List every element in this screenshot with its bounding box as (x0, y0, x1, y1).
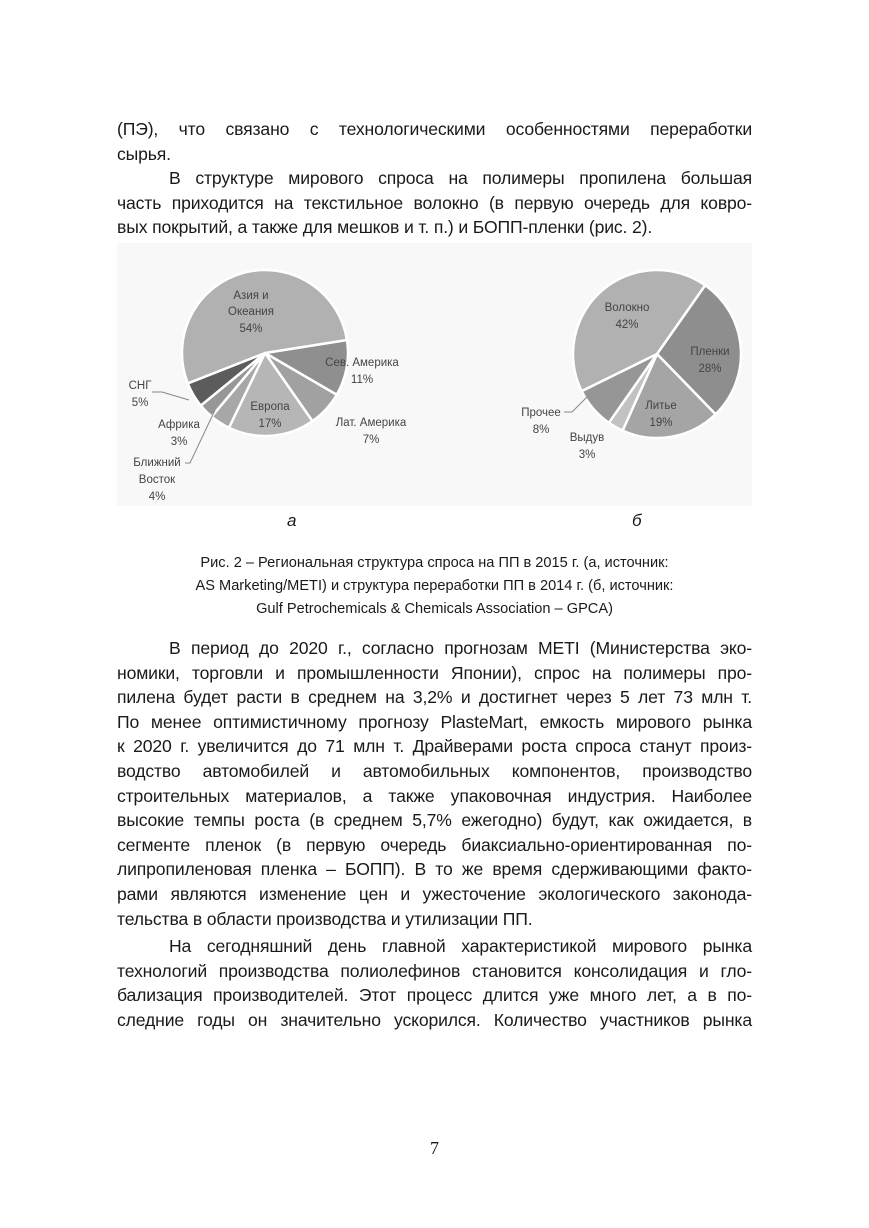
paragraph-1 (117, 117, 752, 166)
text-line: номики, торговли и промышленности Японии), спрос на полимеры про- (117, 662, 752, 683)
text-line: высокие темпы роста (в среднем 5,7% ежегодно) будут, как ожидается, в (117, 810, 752, 831)
text-line: липропиленовая пленка – БОПП). В то же время сдерживающими факто- (117, 859, 752, 880)
pie-data-label: 54% (239, 323, 263, 335)
text-line: пилена будет расти в среднем на 3,2% и достигнет через 5 лет 73 млн т. (117, 687, 752, 708)
paragraph-2 (117, 166, 752, 240)
pie-data-label: 3% (170, 436, 188, 448)
pie-data-label: Прочее (521, 407, 561, 419)
text-line: сырья. (117, 143, 171, 164)
text-line: тельства в области производства и утилизации ПП. (117, 908, 533, 929)
pie-data-label: 42% (615, 319, 639, 331)
text-line: В период до 2020 г., согласно прогнозам METI (Министерства эко- (169, 638, 752, 658)
pie-data-label: 28% (698, 363, 722, 375)
text-line: следние годы он значительно ускорился. Количество участников рынка (117, 1009, 752, 1030)
text-line: (ПЭ), что связано с технологическими особенностями переработки (117, 119, 752, 139)
pie-data-label: Лат. Америка (335, 417, 407, 429)
paragraph-4 (117, 934, 752, 1032)
figure-caption (117, 552, 752, 621)
pie-data-label: 7% (362, 434, 380, 446)
text-line: По менее оптимистичному прогнозу PlasteMart, емкость мирового рынка (117, 711, 752, 732)
text-line: рами являются изменение цен и ужесточение экологического законода- (117, 883, 752, 904)
leader-line (152, 392, 189, 400)
text-line: строительных материалов, а также упаковочная индустрия. Наиболее (117, 785, 752, 806)
leader-line (564, 397, 587, 412)
text-line: В структуре мирового спроса на полимеры пропилена большая (169, 168, 752, 188)
pie-data-label: Азия и (233, 290, 269, 302)
pie-data-label: Ближний (133, 457, 181, 469)
pie-data-label: 8% (532, 424, 550, 436)
pie-data-label: Восток (138, 474, 176, 486)
caption-line: Gulf Petrochemicals & Chemicals Association – GPCA) (256, 601, 613, 617)
figure-sublabel-b: б (632, 511, 642, 530)
pie-data-label: 5% (131, 397, 149, 409)
text-line: к 2020 г. увеличится до 71 млн т. Драйверами роста спроса станут произ- (117, 736, 752, 757)
figure-2-pie-charts (117, 243, 752, 506)
pie-data-label: 11% (350, 374, 374, 386)
pie-data-label: Выдув (569, 432, 605, 444)
pie-data-label: Пленки (690, 346, 730, 358)
pie-charts-svg (117, 243, 752, 506)
pie-data-label: Океания (228, 306, 274, 318)
text-line: бализация производителей. Этот процесс длится уже много лет, а в по- (117, 985, 752, 1006)
text-line: На сегодняшний день главной характеристикой мирового рынка (169, 936, 752, 956)
paragraph-3 (117, 636, 752, 931)
leader-line (185, 410, 215, 463)
pie-data-label: Литье (645, 400, 677, 412)
pie-data-label: 3% (578, 449, 596, 461)
caption-line: AS Marketing/METI) и структура переработки ПП в 2014 г. (б, источник: (195, 578, 674, 594)
text-line: часть приходится на текстильное волокно (в первую очередь для ковро- (117, 192, 752, 213)
text-line: водство автомобилей и автомобильных компонентов, производство (117, 760, 752, 781)
pie-data-label: 19% (649, 417, 673, 429)
pie-data-label: Европа (250, 401, 290, 413)
page-number: 7 (430, 1138, 439, 1158)
figure-sublabel-a: а (287, 511, 297, 530)
pie-data-label: Сев. Америка (325, 357, 399, 369)
pie-data-label: Волокно (604, 302, 650, 314)
caption-line: Рис. 2 – Региональная структура спроса на ПП в 2015 г. (а, источник: (200, 555, 669, 571)
pie-data-label: 4% (148, 491, 166, 503)
pie-data-label: СНГ (128, 380, 152, 392)
text-line: вых покрытий, а также для мешков и т. п.) и БОПП-пленки (рис. 2). (117, 217, 653, 238)
pie-data-label: 17% (258, 418, 282, 430)
text-line: сегменте пленок (в первую очередь биаксиально-ориентированная по- (117, 834, 752, 855)
pie-data-label: Африка (158, 419, 200, 431)
text-line: технологий производства полиолефинов становится консолидация и гло- (117, 960, 752, 981)
